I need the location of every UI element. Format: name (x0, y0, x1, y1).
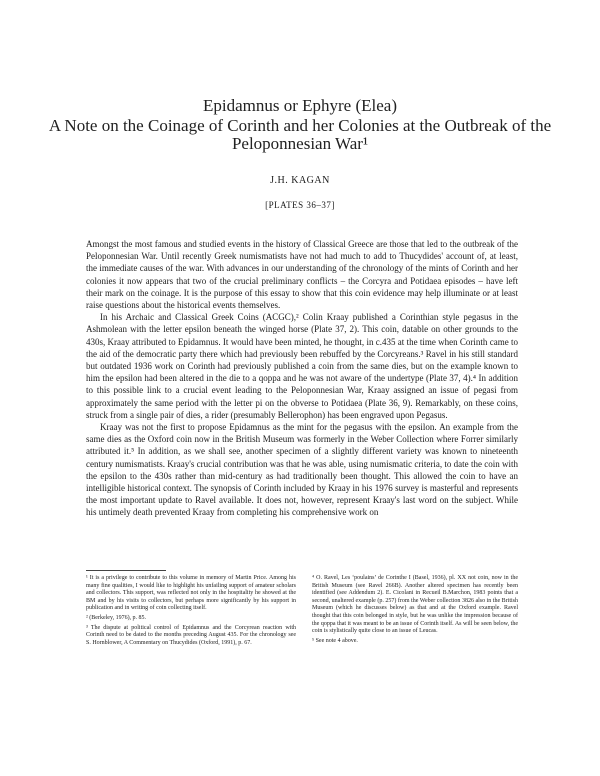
article-title: Epidamnus or Ephyre (Elea) (202, 96, 397, 115)
footnote-5: ⁵ See note 4 above. (312, 637, 358, 644)
article-body (86, 238, 518, 519)
footnotes-right-column (312, 575, 518, 647)
article-subtitle: A Note on the Coinage of Corinth and her Colonies at the Outbreak of the Peloponnesian War¹ (48, 116, 552, 153)
footnote-divider (86, 570, 166, 571)
plates-reference: [PLATES 36–37] (265, 200, 335, 210)
paragraph-2: In his Archaic and Classical Greek Coins (ACGC),² Colin Kraay published a Corinthian style pegasus in the Ashmolean with the letter epsilon beneath the winged horse (Plate 37, 2). This coin, datable on other grounds to the 430s, Kraay attributed to Epidamnus. It would have been minted, he thought, in c.435 at the time when Corinth came to the aid of the democratic party there which had previously been rebuffed by the Corcyreans.³ Ravel in his still standard but outdated 1936 work on Corinth had previously published a coin from the same dies, but on the example known to him the epsilon had been altered in the die to a qoppa and he was not aware of the undertype (Plate 37, 4).⁴ In addition to this possible link to a crucial event leading to the Peloponnesian War, Kraay assigned an issue of pegasi from approximately the same period with the letter pi on the obverse to Potidaea (Plate 36, 9). Remarkably, on these coins, struck from a single pair of dies, a rider (presumably Bellerophon) has been engraved upon Pegasus. (86, 312, 518, 420)
footnote-2: ² (Berkeley, 1976), p. 85. (86, 614, 147, 621)
paragraph-3: Kraay was not the first to propose Epidamnus as the mint for the pegasus with the epsilon. An example from the same dies as the Oxford coin now in the British Museum was formerly in the Weber Collection where Forrer similarly attributed it.⁵ In addition, as we shall see, another specimen of a slightly different variety was known to nineteenth century numismatists. Kraay's crucial contribution was that he was able, using numismatic criteria, to date the coin with the epsilon to the 430s rather than mid-century as had traditionally been thought. This allowed the coin to have an intelligible historical context. The synopsis of Corinth included by Kraay in his 1976 survey is masterful and represents the most important update to Ravel available. It does not, however, represent Kraay's last word on the subject. While his untimely death prevented Kraay from completing his comprehensive work on (86, 422, 518, 518)
footnote-1: ¹ It is a privilege to contribute to this volume in memory of Martin Price. Among his many fine qualities, I would like to highlight his unfailing support of amateur scholars and collectors. This support, was reflected not only in the hospitality he showed at the BM and by his visits to collectors, but perhaps more significantly by his support in publication and in writing of coin collecting itself. (86, 575, 296, 612)
author-name: J.H. KAGAN (270, 175, 330, 186)
footnotes-left-column (86, 575, 296, 649)
footnote-4: ⁴ O. Ravel, Les ‘poulains’ de Corinthe I (Basel, 1936), pl. XX not coin, now in the British Museum (see Ravel 266B). Another altered specimen has recently been identified (see Addendum 2). E. Cicolani in Recueil B.Marchon, 1983 points that a second, unaltered example (p. 257) from the Weber collection 3826 also in the British Museum (which he discusses below) as that and at the Oxford example. Ravel thought that this coin belonged in style, but he was unlike the impression because of the qoppa that it was meant to be an issue of Corinth itself. As will be seen below, the coin is stylistically quite close to an issue of Leucas. (312, 575, 518, 635)
footnote-3: ³ The dispute at political control of Epidamnus and the Corcyrean reaction with Corinth need to be dated to the months preceding August 435. For the chronology see S. Hornblower, A Commentary on Thucydides (Oxford, 1991), p. 67. (86, 624, 296, 646)
paragraph-1: Amongst the most famous and studied events in the history of Classical Greece are those that led to the outbreak of the Peloponnesian War. Until recently Greek numismatists have not had much to add to Thucydides' account of, at least, the immediate causes of the war. With advances in our understanding of the chronology of the mints of Corinth and her colonies it now appears that two of the crucial preliminary conflicts – the Corcyra and Potidaea episodes – have left their mark on the coinage. It is the purpose of this essay to show that this coin evidence may help illuminate or at least raise questions about the historical events themselves. (86, 239, 518, 311)
